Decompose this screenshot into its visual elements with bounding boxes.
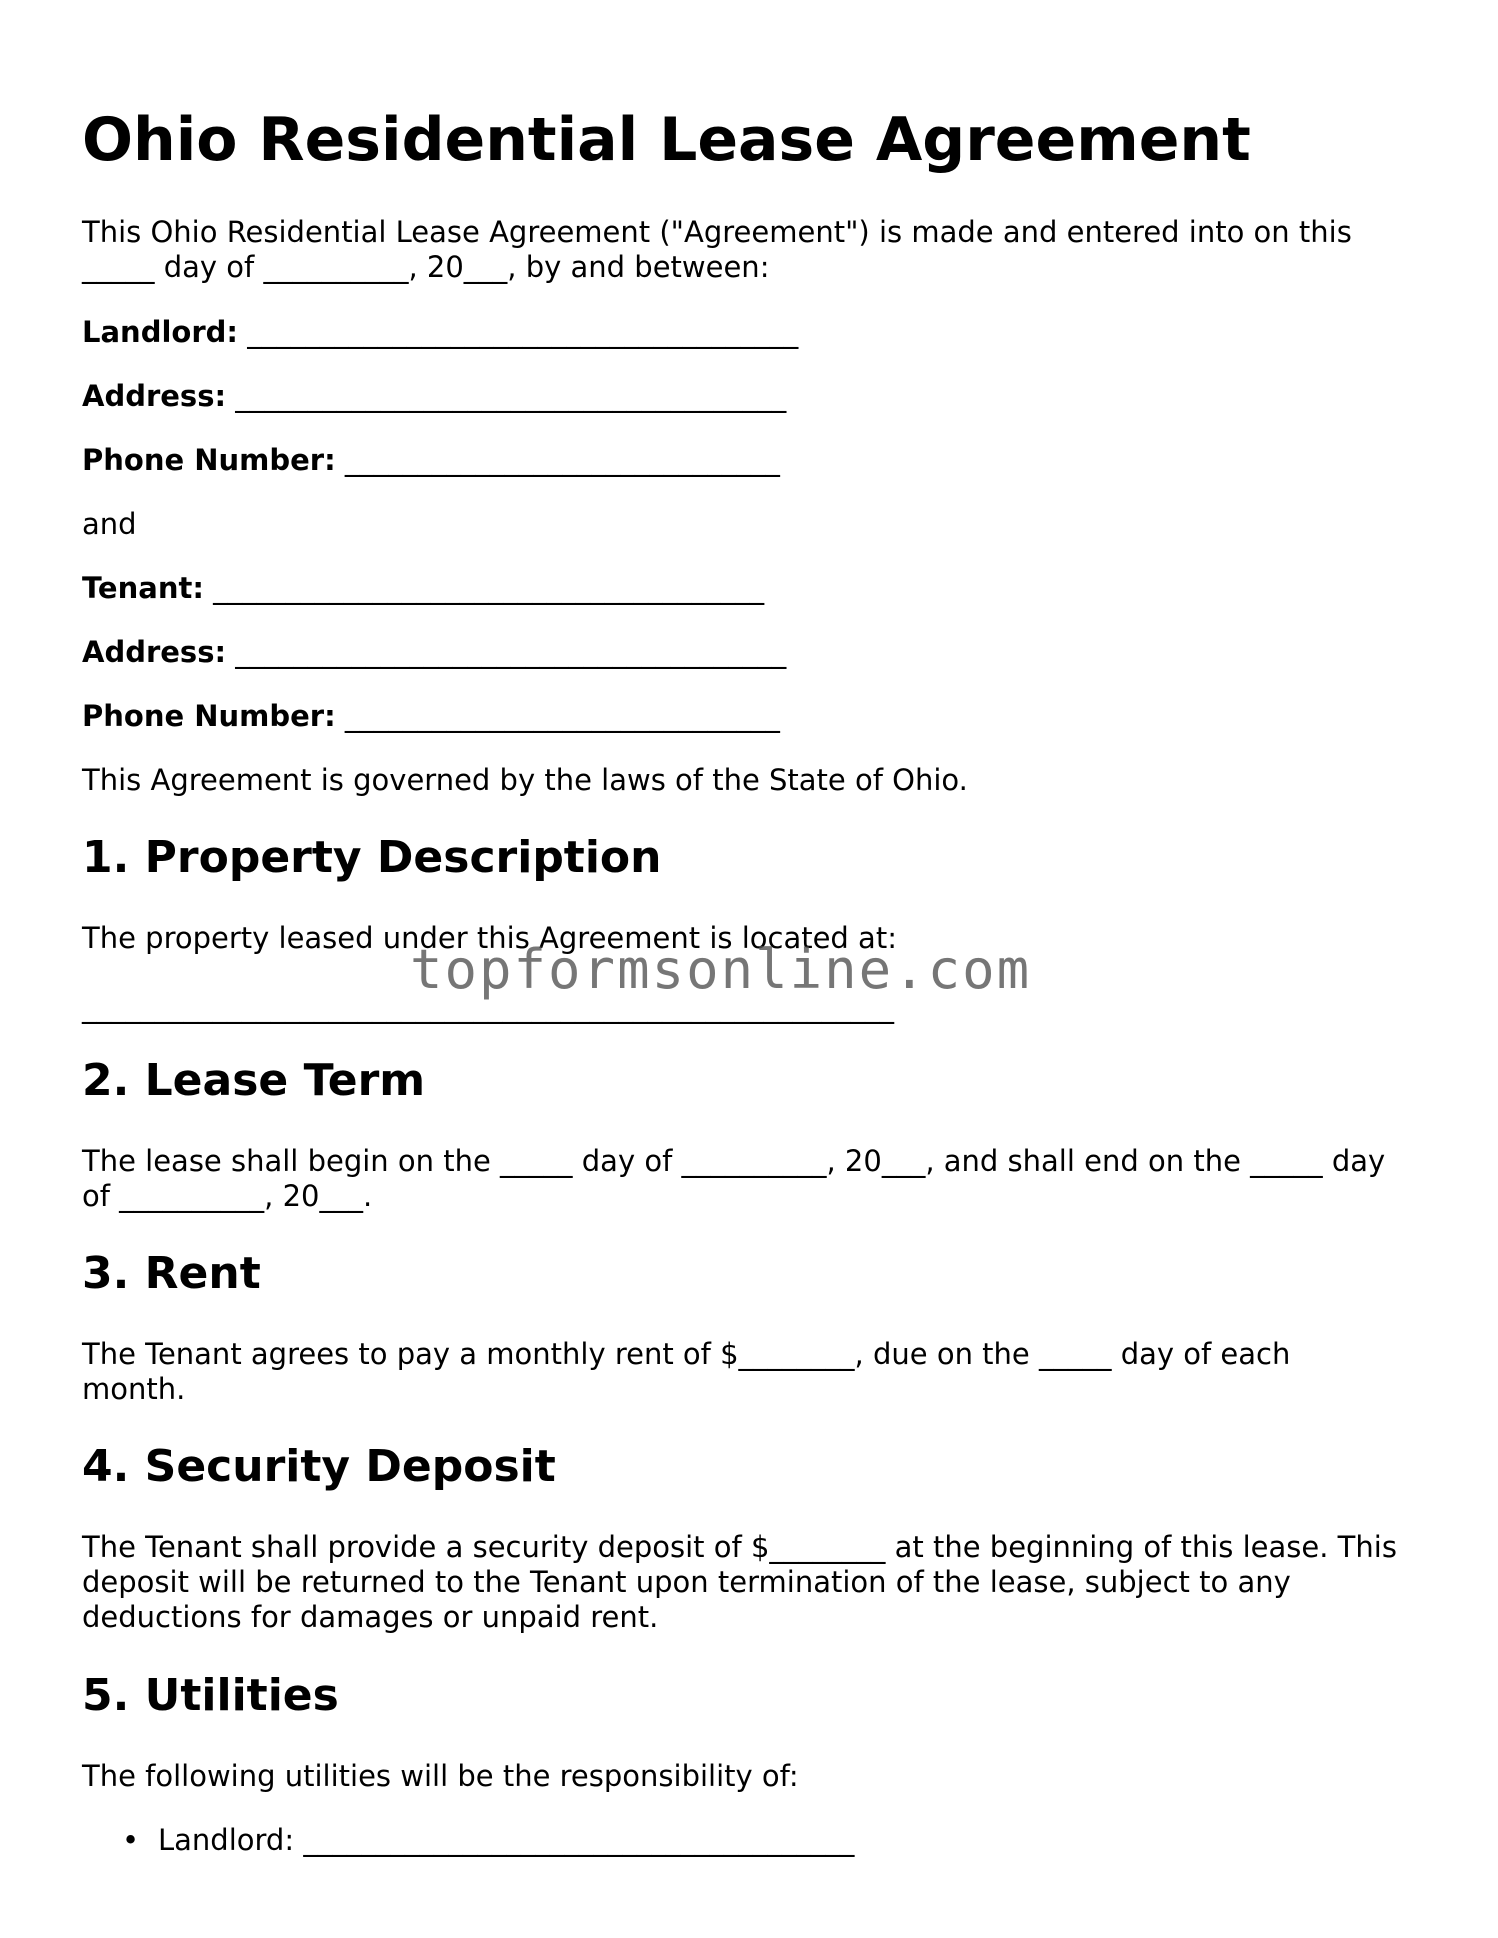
rent-line-2: month. <box>82 1372 186 1406</box>
intro-line-2: _____ day of __________, 20___, by and between: <box>82 250 770 284</box>
property-address-blank: ________________________________________________________ <box>82 990 894 1024</box>
tenant-address-blank: ______________________________________ <box>226 635 787 669</box>
tenant-address-label: Address: <box>82 635 227 669</box>
landlord-phone-field <box>82 443 780 478</box>
landlord-address-label: Address: <box>82 379 227 413</box>
document-title: Ohio Residential Lease Agreement <box>82 105 1251 175</box>
section-heading-rent: 3. Rent <box>82 1248 261 1299</box>
list-item <box>122 1823 854 1858</box>
property-line-1: The property leased under this Agreement is located at: <box>82 921 897 955</box>
tenant-name-blank: ______________________________________ <box>203 571 765 605</box>
landlord-address-field <box>82 379 786 414</box>
tenant-address-field <box>82 635 786 670</box>
term-line-1: The lease shall begin on the _____ day of __________, 20___, and shall end on the _____ day <box>82 1144 1386 1178</box>
intro-line-1: This Ohio Residential Lease Agreement ("Agreement") is made and entered into on this <box>82 215 1352 249</box>
landlord-name-blank: ______________________________________ <box>237 315 799 349</box>
landlord-name-label: Landlord: <box>82 315 238 349</box>
and-text: and <box>82 507 137 541</box>
landlord-name-field <box>82 315 798 350</box>
tenant-name-field <box>82 571 764 606</box>
watermark: topformsonline.com <box>410 938 1032 1001</box>
landlord-address-blank: ______________________________________ <box>226 379 787 413</box>
section-heading-utilities: 5. Utilities <box>82 1670 339 1721</box>
deposit-line-2: deposit will be returned to the Tenant upon termination of the lease, subject to any <box>82 1565 1291 1599</box>
section-heading-property: 1. Property Description <box>82 832 662 883</box>
tenant-phone-field <box>82 699 780 734</box>
utilities-landlord-item: Landlord: ______________________________________ <box>158 1823 855 1857</box>
tenant-name-label: Tenant: <box>82 571 204 605</box>
landlord-phone-blank: ______________________________ <box>335 443 780 477</box>
landlord-phone-label: Phone Number: <box>82 443 336 477</box>
bullet-icon: • <box>122 1823 140 1857</box>
rent-line-1: The Tenant agrees to pay a monthly rent of $________, due on the _____ day of each <box>82 1337 1291 1371</box>
tenant-phone-label: Phone Number: <box>82 699 336 733</box>
deposit-line-3: deductions for damages or unpaid rent. <box>82 1600 659 1634</box>
deposit-line-1: The Tenant shall provide a security deposit of $________ at the beginning of this lease. This <box>82 1530 1397 1564</box>
term-line-2: of __________, 20___. <box>82 1179 373 1213</box>
section-heading-deposit: 4. Security Deposit <box>82 1441 556 1492</box>
governed-text: This Agreement is governed by the laws of the State of Ohio. <box>82 763 968 797</box>
utilities-line-1: The following utilities will be the responsibility of: <box>82 1759 799 1793</box>
tenant-phone-blank: ______________________________ <box>335 699 780 733</box>
section-heading-term: 2. Lease Term <box>82 1055 426 1106</box>
